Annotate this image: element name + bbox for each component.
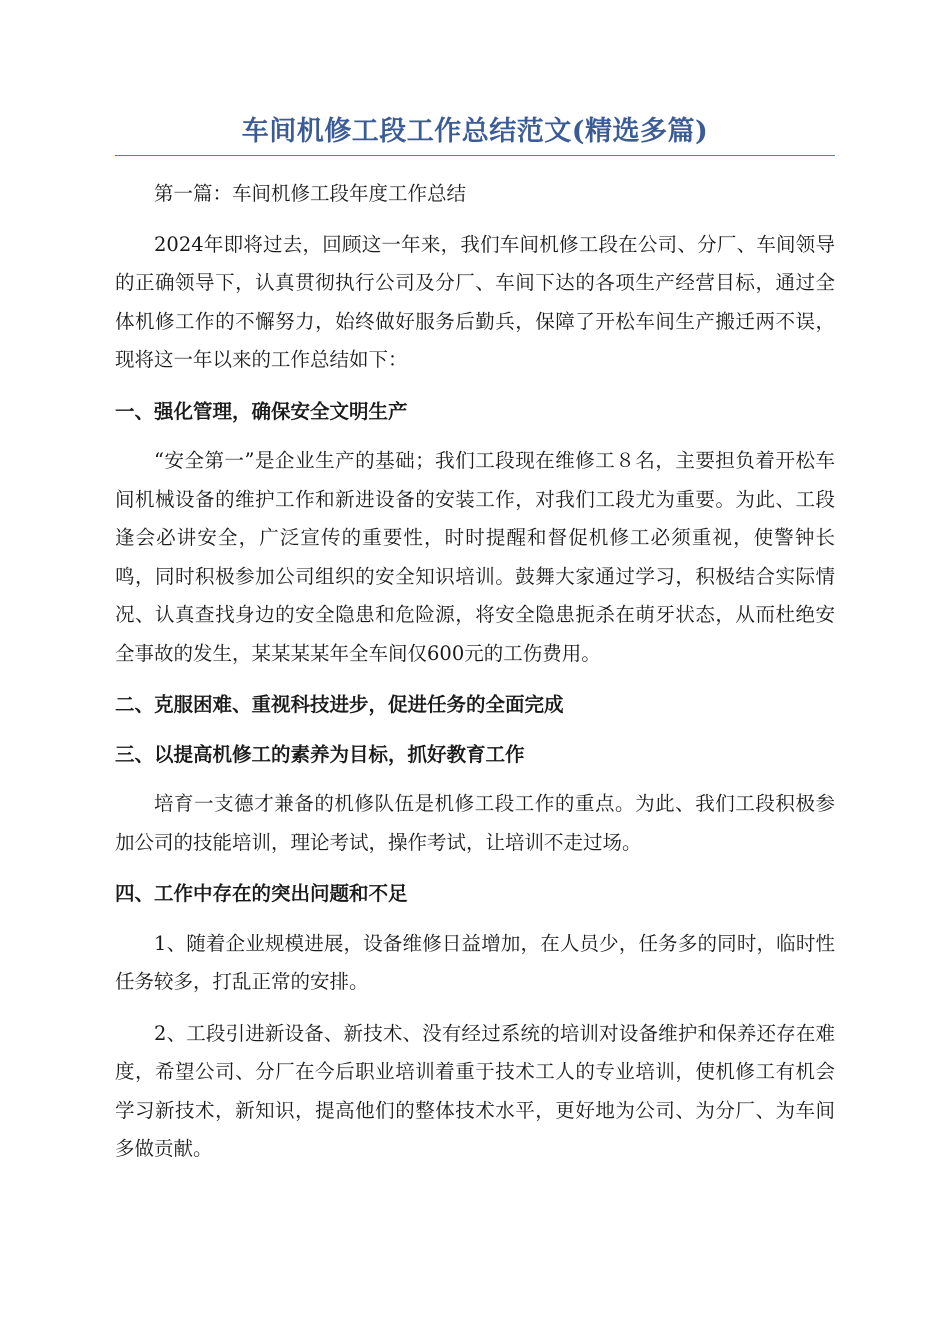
- section-1-paragraph-1: “安全第一”是企业生产的基础；我们工段现在维修工８名，主要担负着开松车间机械设备的维护工作和新进设备的安装工作，对我们工段尤为重要。为此、工段逢会必讲安全，广泛宣传的重要性，时时提醒和督促机修工必须重视，使警钟长鸣，同时积极参加公司组织的安全知识培训。鼓舞大家通过学习，积极结合实际情况、认真查找身边的安全隐患和危险源，将安全隐患扼杀在萌牙状态，从而杜绝安全事故的发生，某某某某年全车间仅600元的工伤费用。: [115, 449, 835, 665]
- title-underline: [115, 155, 835, 156]
- section-3-paragraph-1: 培育一支德才兼备的机修队伍是机修工段工作的重点。为此、我们工段积极参加公司的技能培训，理论考试，操作考试，让培训不走过场。: [115, 792, 835, 854]
- section-4-paragraph-2: 2、工段引进新设备、新技术、没有经过系统的培训对设备维护和保养还存在难度，希望公司、分厂在今后职业培训着重于技术工人的专业培训，使机修工有机会学习新技术，新知识，提高他们的整体技术水平，更好地为公司、为分厂、为车间多做贡献。: [115, 1021, 835, 1160]
- section-heading-3: 三、以提高机修工的素养为目标，抓好教育工作: [115, 742, 525, 766]
- section-heading-2: 二、克服困难、重视科技进步，促进任务的全面完成: [115, 693, 564, 716]
- section-4-paragraph-1: 1、随着企业规模进展，设备维修日益增加，在人员少，任务多的同时，临时性任务较多，打乱正常的安排。: [115, 931, 835, 993]
- section-heading-4: 四、工作中存在的突出问题和不足: [115, 882, 408, 905]
- intro-paragraph: 2024年即将过去，回顾这一年来，我们车间机修工段在公司、分厂、车间领导的正确领导下，认真贯彻执行公司及分厂、车间下达的各项生产经营目标，通过全体机修工作的不懈努力，始终做好服务后勤兵，保障了开松车间生产搬迁两不误，现将这一年以来的工作总结如下：: [115, 232, 835, 371]
- section-heading-1: 一、强化管理，确保安全文明生产: [115, 399, 408, 423]
- document-body: [115, 175, 835, 1182]
- subtitle: 第一篇：车间机修工段年度工作总结: [154, 182, 467, 205]
- document-title: 车间机修工段工作总结范文(精选多篇): [241, 116, 709, 147]
